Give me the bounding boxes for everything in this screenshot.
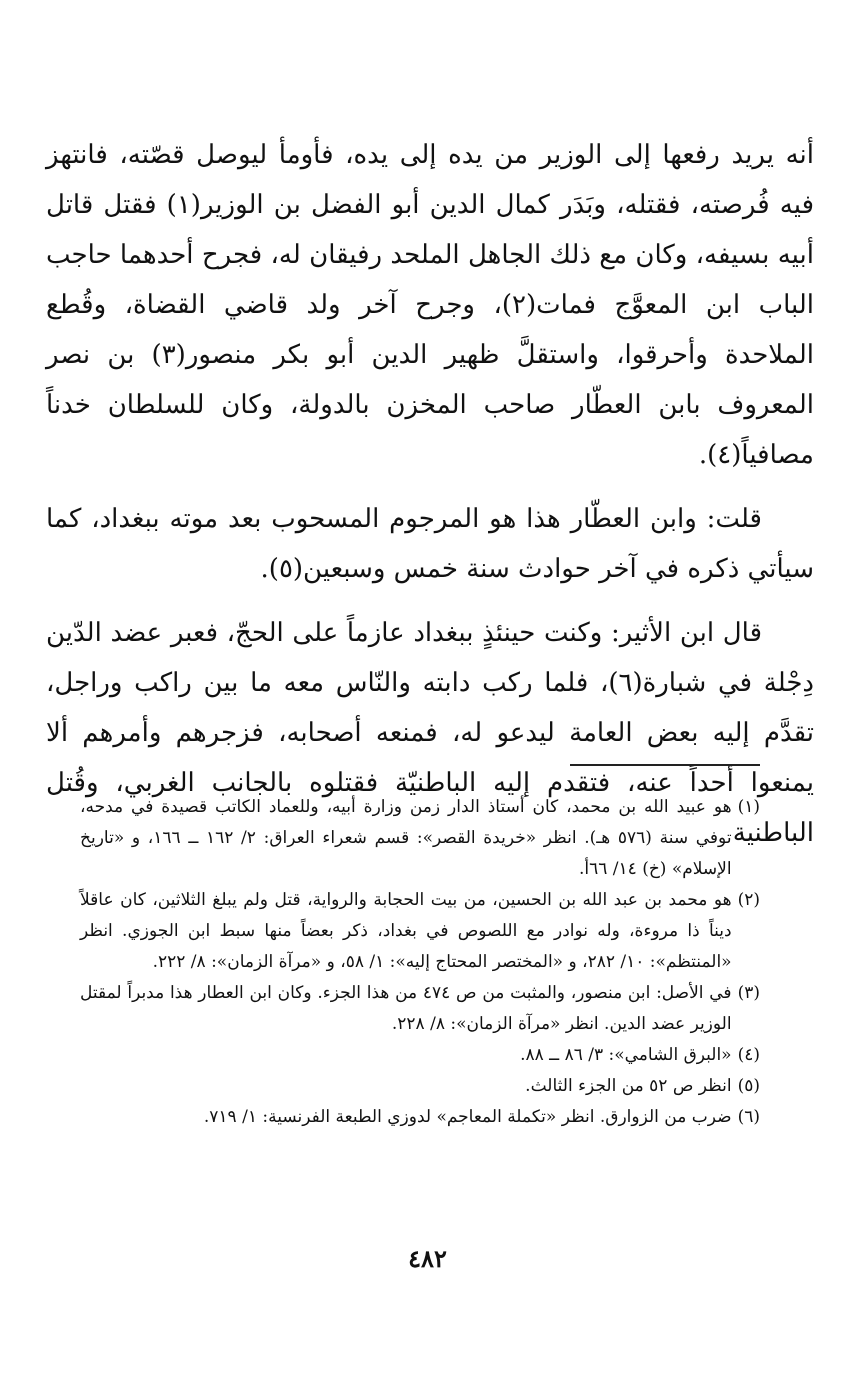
paragraph-2: قلت: وابن العطّار هذا هو المرجوم المسحوب بعد موته ببغداد، كما سيأتي ذكره في آخر حوادث سنة خمس وسبعين(٥).	[46, 504, 814, 584]
footnote-number: (٢)	[737, 890, 760, 910]
footnote-6	[80, 1102, 760, 1133]
paragraph-3: قال ابن الأثير: وكنت حينئذٍ ببغداد عازماً على الحجّ، فعبر عضد الدّين دِجْلة في شبارة(٦)، فلما ركب دابته والنّاس معه ما بين راكب وراجل، تقدَّم إليه بعض العامة ليدعو له، فمنعه أصحابه، فزجرهم وأمرهم ألا يمنعوا أحداً عنه، فتقدم إليه الباطنيّة فقتلوه بالجانب الغربي، وقُتل الباطنية	[46, 618, 814, 848]
footnotes	[80, 792, 760, 1133]
footnote-number: (٦)	[737, 1107, 760, 1127]
footnote-divider	[570, 764, 760, 766]
footnote-number: (٣)	[737, 983, 760, 1003]
footnote-text: «البرق الشامي»: ٣/ ٨٦ ــ ٨٨.	[520, 1045, 732, 1065]
footnote-text: هو محمد بن عبد الله بن الحسين، من بيت الحجابة والرواية، قتل ولم يبلغ الثلاثين، كان عاقلاً ديناً ذا مروءة، وله نوادر مع اللصوص في بغداد، ذكر بعضاً منها سبط ابن الجوزي. انظر «المنتظم»: ١٠/ ٢٨٢، و «المختصر المحتاج إليه»: ١/ ٥٨، و «مرآة الزمان»: ٨/ ٢٢٢.	[80, 890, 732, 972]
footnote-text: ضرب من الزوارق. انظر «تكملة المعاجم» لدوزي الطبعة الفرنسية: ١/ ٧١٩.	[203, 1107, 732, 1127]
footnote-4	[80, 1040, 760, 1071]
footnote-text: انظر ص ٥٢ من الجزء الثالث.	[525, 1076, 732, 1096]
footnote-text: في الأصل: ابن منصور، والمثبت من ص ٤٧٤ من هذا الجزء. وكان ابن العطار هذا مدبراً لمقتل الوزير عضد الدين. انظر «مرآة الزمان»: ٨/ ٢٢٨.	[80, 983, 732, 1034]
page-number: ٤٨٢	[408, 1244, 447, 1273]
footnote-text: هو عبيد الله بن محمد، كان أستاذ الدار زمن وزارة أبيه، وللعماد الكاتب قصيدة في مدحه، توفي سنة (٥٧٦ هـ). انظر «خريدة القصر»: قسم شعراء العراق: ٢/ ١٦٢ ــ ١٦٦، و «تاريخ الإسلام» (خ) ١٤/ ٦٦أ.	[80, 797, 732, 879]
footnote-2	[80, 885, 760, 978]
footnote-number: (٤)	[737, 1045, 760, 1065]
paragraph-1: أنه يريد رفعها إلى الوزير من يده إلى يده، فأومأ ليوصل قصّته، فانتهز فيه فُرصته، فقتله، وبَدَر كمال الدين أبو الفضل بن الوزير(١) فقتل قاتل أبيه بسيفه، وكان مع ذلك الجاهل الملحد رفيقان له، فجرح أحدهما حاجب الباب ابن المعوَّج فمات(٢)، وجرح آخر ولد قاضي القضاة، وقُطع الملاحدة وأحرقوا، واستقلَّ ظهير الدين أبو بكر منصور(٣) بن نصر المعروف بابن العطّار صاحب المخزن بالدولة، وكان للسلطان خدناً مصافياً(٤).	[46, 140, 814, 470]
footnote-number: (١)	[737, 797, 760, 817]
footnote-1	[80, 792, 760, 885]
footnote-number: (٥)	[737, 1076, 760, 1096]
footnote-5	[80, 1071, 760, 1102]
footnote-3	[80, 978, 760, 1040]
main-text	[46, 130, 814, 858]
